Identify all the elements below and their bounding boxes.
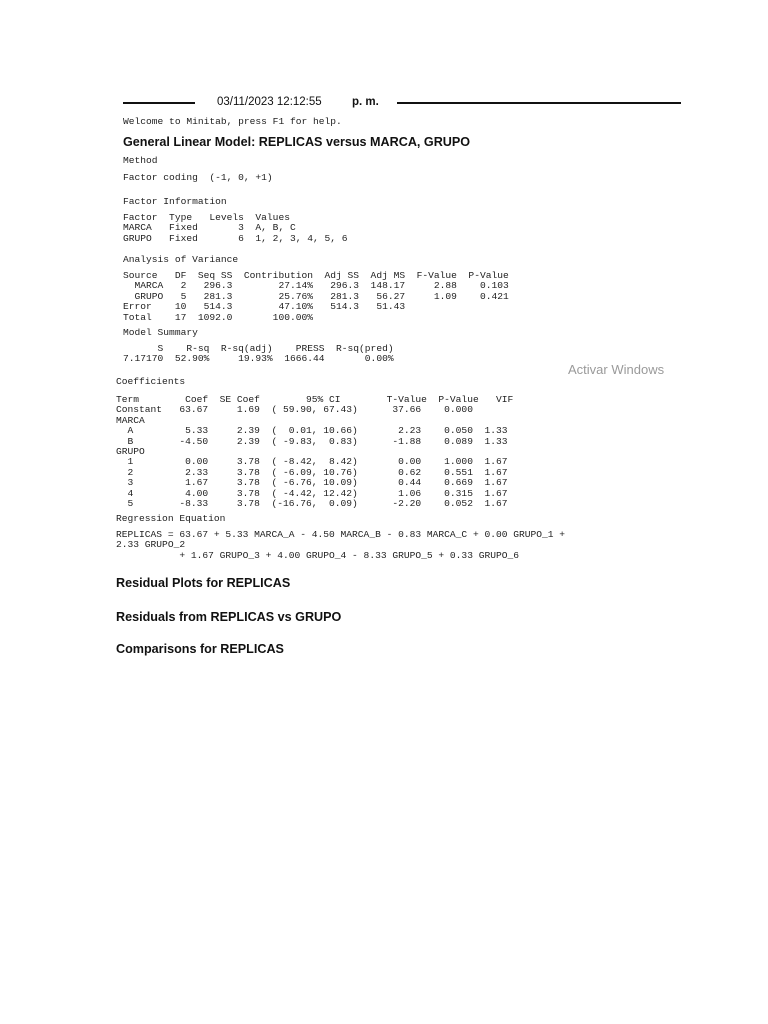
anova-heading: Analysis of Variance	[123, 254, 239, 265]
session-timestamp: 03/11/2023 12:12:55	[217, 96, 322, 108]
anova-table: Source DF Seq SS Contribution Adj SS Adj MS F-Value P-Value MARCA 2 296.3 27.14% 296.3 148.17 2.88 0.103 GRUPO 5 281.3 25.76% 281.3 56.27 1.09 0.421 Error 10 514.3 47.10% 514.3 51.43 Total 17 1092.0 100.00%	[123, 270, 509, 323]
header-rule-left	[123, 102, 195, 104]
coefficients-table: Term Coef SE Coef 95% CI T-Value P-Value VIF Constant 63.67 1.69 ( 59.90, 67.43) 37.66 0.000 MARCA A 5.33 2.39 ( 0.01, 10.66) 2.23 0.050 1.33 B -4.50 2.39 ( -9.83, 0.83) -1.88 0.089 1.33 GRUPO 1 0.00 3.78 ( -8.42, 8.42) 0.00 1.000 1.67 2 2.33 3.78 ( -6.09, 10.76) 0.62 0.551 1.67 3 1.67 3.78 ( -6.76, 10.09) 0.44 0.669 1.67 4 4.00 3.78 ( -4.42, 12.42) 1.06 0.315 1.67 5 -8.33 3.78 (-16.76, 0.09) -2.20 0.052 1.67	[116, 394, 514, 510]
model-summary-heading: Model Summary	[123, 327, 198, 338]
regression-heading: Regression Equation	[116, 513, 226, 524]
model-summary-table: S R-sq R-sq(adj) PRESS R-sq(pred) 7.17170 52.90% 19.93% 1666.44 0.00%	[123, 343, 394, 365]
comparisons-heading: Comparisons for REPLICAS	[116, 642, 284, 656]
factor-info-table: Factor Type Levels Values MARCA Fixed 3 A, B, C GRUPO Fixed 6 1, 2, 3, 4, 5, 6	[123, 212, 348, 244]
residual-plots-heading: Residual Plots for REPLICAS	[116, 576, 291, 590]
glm-title: General Linear Model: REPLICAS versus MARCA, GRUPO	[123, 135, 471, 149]
factor-coding: Factor coding (-1, 0, +1)	[123, 172, 273, 183]
factor-info-heading: Factor Information	[123, 196, 227, 207]
regression-equation: REPLICAS = 63.67 + 5.33 MARCA_A - 4.50 MARCA_B - 0.83 MARCA_C + 0.00 GRUPO_1 + 2.33 GRUPO_2 + 1.67 GRUPO_3 + 4.00 GRUPO_4 - 8.33 GRUPO_5 + 0.33 GRUPO_6	[116, 529, 566, 561]
method-heading: Method	[123, 155, 158, 166]
header-rule-right	[397, 102, 681, 104]
welcome-message: Welcome to Minitab, press F1 for help.	[123, 116, 342, 127]
residuals-vs-grupo-heading: Residuals from REPLICAS vs GRUPO	[116, 610, 342, 624]
activate-windows-watermark: Activar Windows	[568, 362, 665, 377]
coefficients-heading: Coefficients	[116, 376, 186, 387]
session-ampm: p. m.	[352, 96, 379, 108]
